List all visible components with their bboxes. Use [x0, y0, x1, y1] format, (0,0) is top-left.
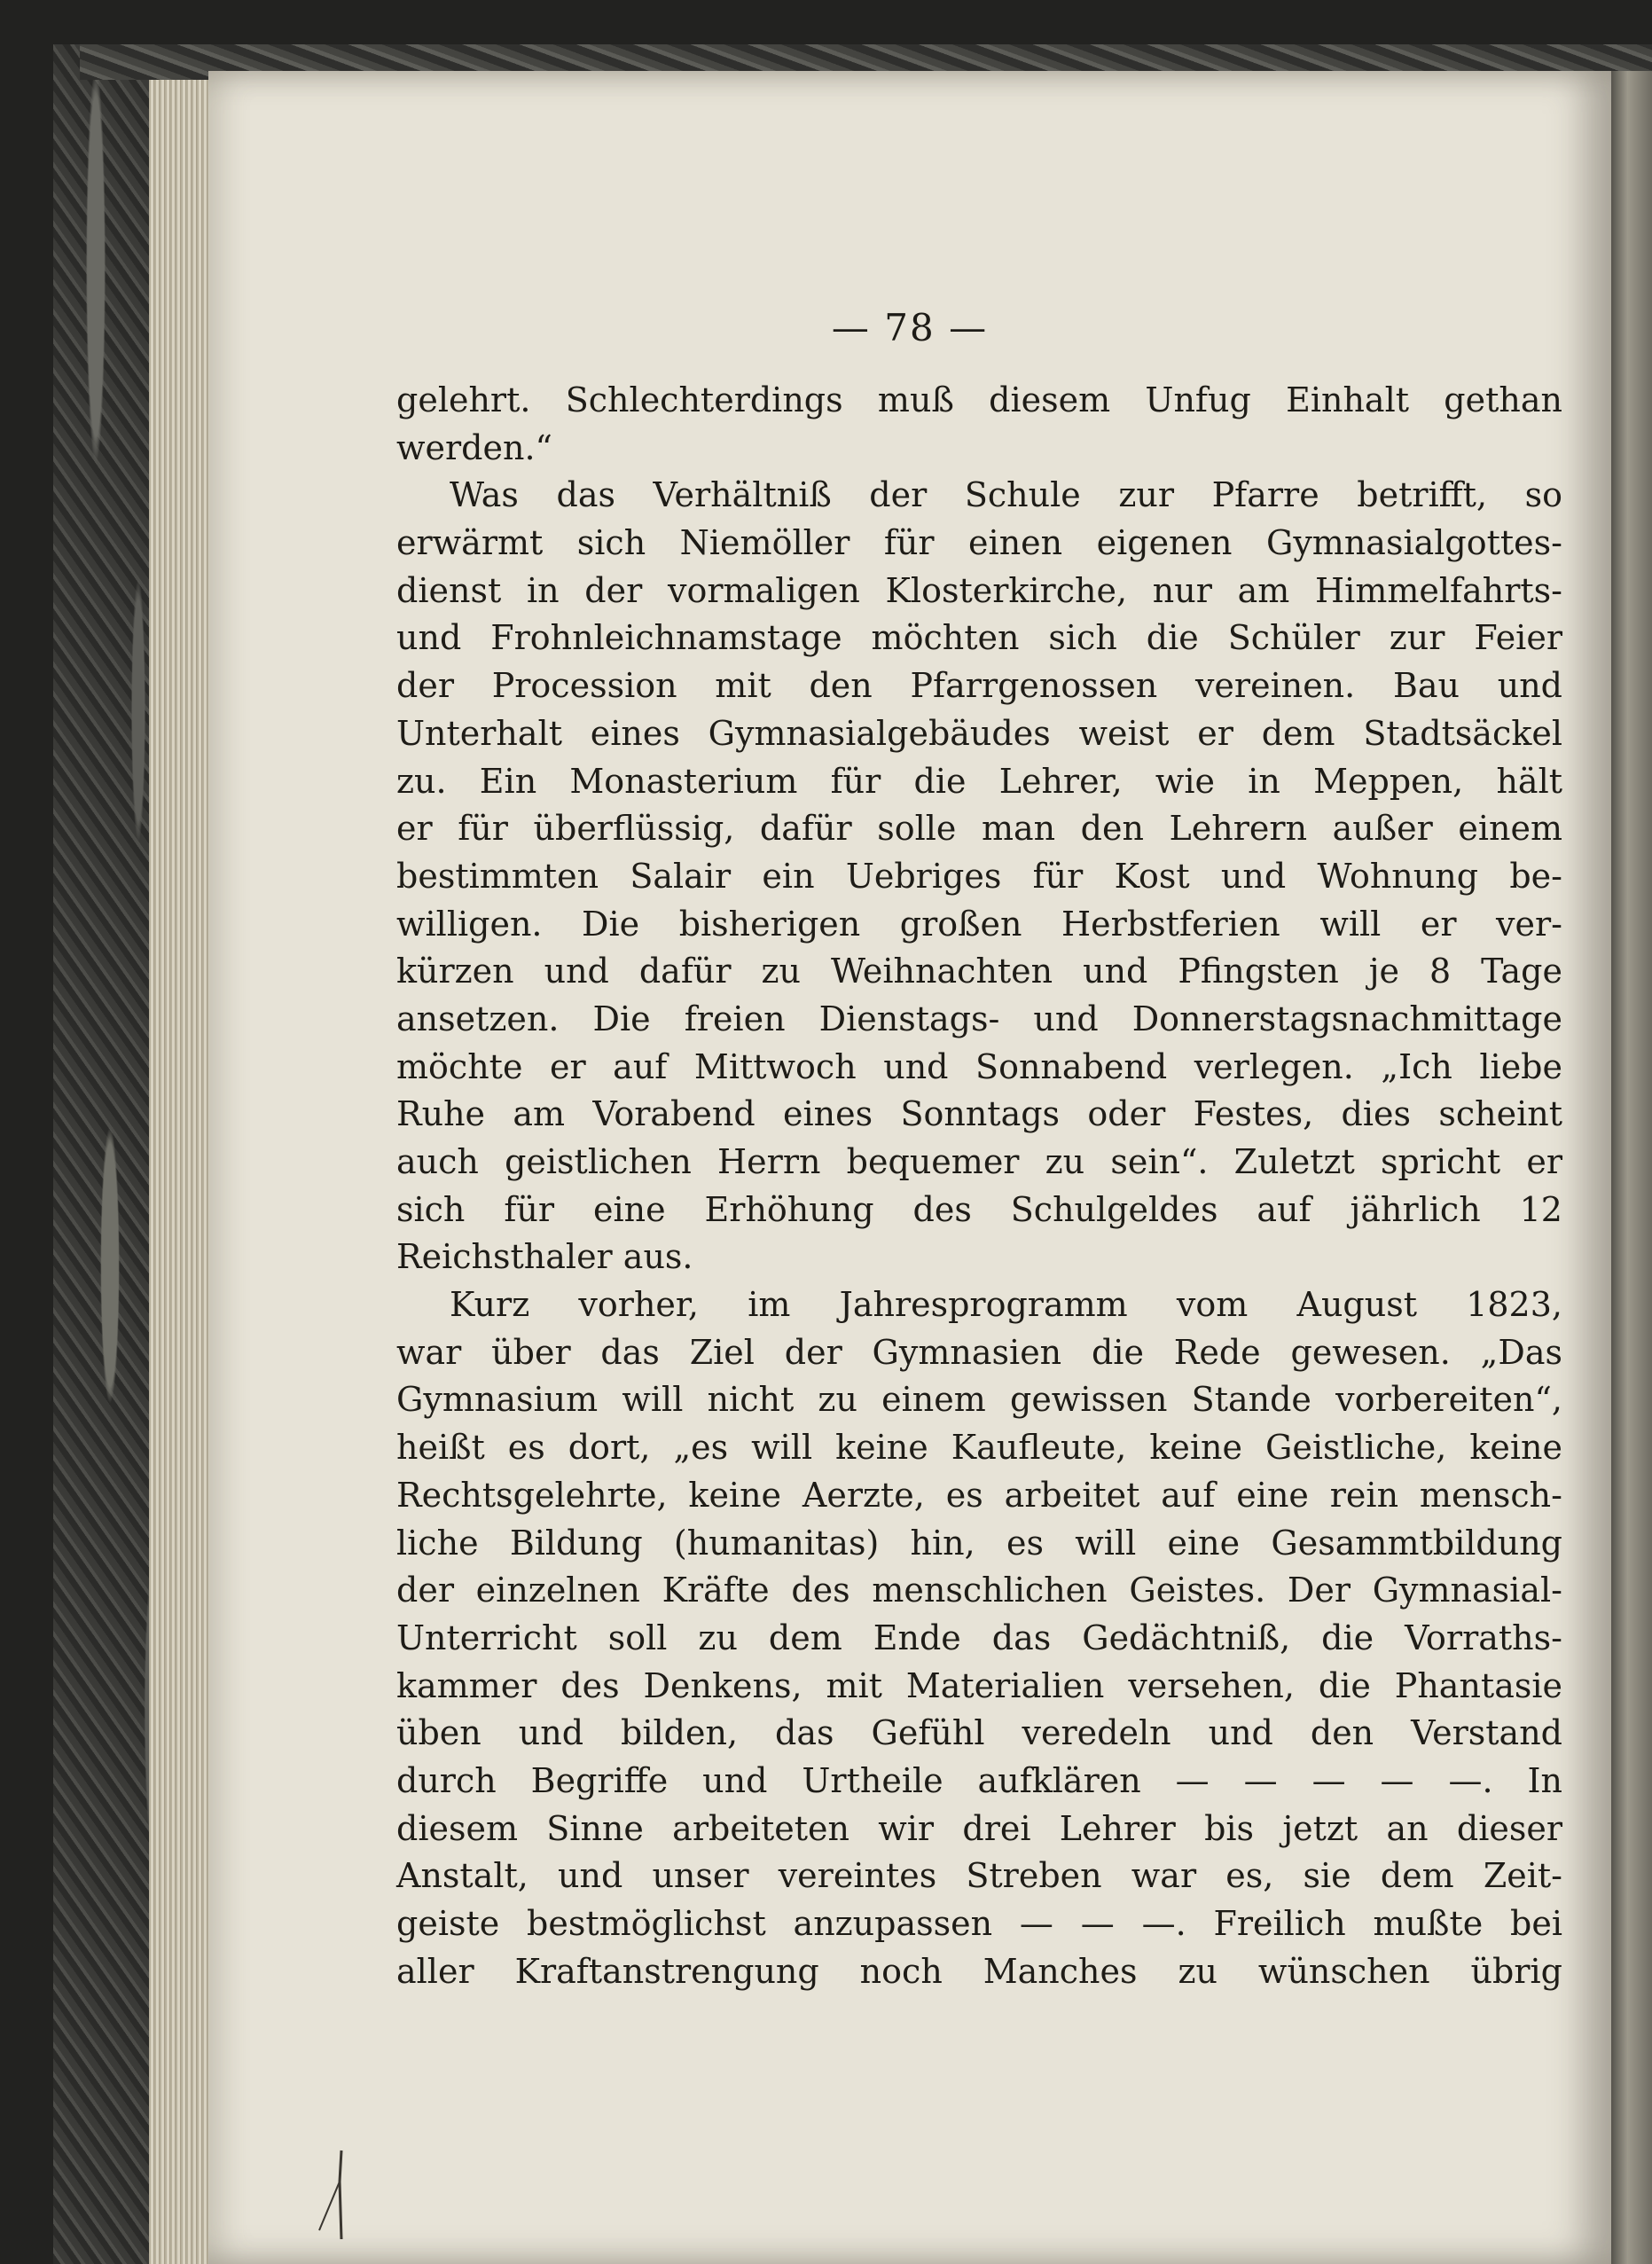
text-line: Reichsthaler aus.: [396, 1237, 693, 1277]
text-line: der einzelnen Kräfte des menschlichen Geistes. Der Gymnasial-: [396, 1571, 1562, 1610]
pencil-mark: [315, 2146, 350, 2244]
text-line: Gymnasium will nicht zu einem gewissen Stande vorbereiten“,: [396, 1380, 1562, 1420]
text-line: Kurz vorher, im Jahresprogramm vom August 1823,: [450, 1285, 1562, 1325]
text-line: Unterhalt eines Gymnasialgebäudes weist er dem Stadtsäckel: [396, 713, 1562, 753]
next-page-edge: [1611, 71, 1652, 2264]
text-line: sich für eine Erhöhung des Schulgeldes auf jährlich 12: [396, 1189, 1562, 1229]
text-line: bestimmten Salair ein Uebriges für Kost und Wohnung be-: [396, 856, 1562, 896]
text-line: auch geistlichen Herrn bequemer zu sein“. Zuletzt spricht er: [396, 1142, 1562, 1181]
text-line: war über das Ziel der Gymnasien die Rede gewesen. „Das: [396, 1332, 1562, 1372]
text-line: ansetzen. Die freien Dienstags- und Donnerstagsnachmittage: [396, 999, 1562, 1038]
text-line: durch Begriffe und Urtheile aufklären — — — — —. In: [396, 1760, 1562, 1800]
text-line: heißt es dort, „es will keine Kaufleute, keine Geistliche, keine: [396, 1428, 1562, 1468]
text-line: er für überflüssig, dafür solle man den Lehrern außer einem: [396, 809, 1562, 849]
text-line: Anstalt, und unser vereintes Streben war es, sie dem Zeit-: [396, 1856, 1562, 1896]
text-line: kammer des Denkens, mit Materialien versehen, die Phantasie: [396, 1665, 1562, 1705]
text-line: Rechtsgelehrte, keine Aerzte, es arbeitet auf eine rein mensch-: [396, 1475, 1562, 1515]
text-line: willigen. Die bisherigen großen Herbstferien will er ver-: [396, 904, 1562, 944]
text-line: kürzen und dafür zu Weihnachten und Pfingsten je 8 Tage: [396, 952, 1562, 991]
page-number: — 78 —: [831, 306, 989, 349]
text-line: dienst in der vormaligen Klosterkirche, nur am Himmelfahrts-: [396, 570, 1562, 610]
body-text: [396, 377, 1562, 1995]
text-line: der Procession mit den Pfarrgenossen vereinen. Bau und: [396, 666, 1562, 706]
text-line: gelehrt. Schlechterdings muß diesem Unfug Einhalt gethan: [396, 380, 1562, 419]
text-line: liche Bildung (humanitas) hin, es will eine Gesammtbildung: [396, 1523, 1562, 1563]
text-line: aller Kraftanstrengung noch Manches zu wünschen übrig: [396, 1951, 1562, 1991]
text-line: Unterricht soll zu dem Ende das Gedächtniß, die Vorraths-: [396, 1618, 1562, 1657]
text-line: werden.“: [396, 427, 552, 467]
text-line: geiste bestmöglichst anzupassen — — —. Freilich mußte bei: [396, 1904, 1562, 1943]
text-line: erwärmt sich Niemöller für einen eigenen Gymnasialgottes-: [396, 523, 1562, 563]
text-line: zu. Ein Monasterium für die Lehrer, wie in Meppen, hält: [396, 761, 1562, 801]
text-line: diesem Sinne arbeiteten wir drei Lehrer bis jetzt an dieser: [396, 1808, 1562, 1848]
text-line: üben und bilden, das Gefühl veredeln und den Verstand: [396, 1713, 1562, 1753]
text-line: Was das Verhältniß der Schule zur Pfarre betrifft, so: [450, 475, 1562, 515]
text-line: möchte er auf Mittwoch und Sonnabend verlegen. „Ich liebe: [396, 1046, 1562, 1086]
text-line: und Frohnleichnamstage möchten sich die Schüler zur Feier: [396, 618, 1562, 658]
text-line: Ruhe am Vorabend eines Sonntags oder Festes, dies scheint: [396, 1094, 1562, 1134]
book-page: [208, 71, 1611, 2264]
